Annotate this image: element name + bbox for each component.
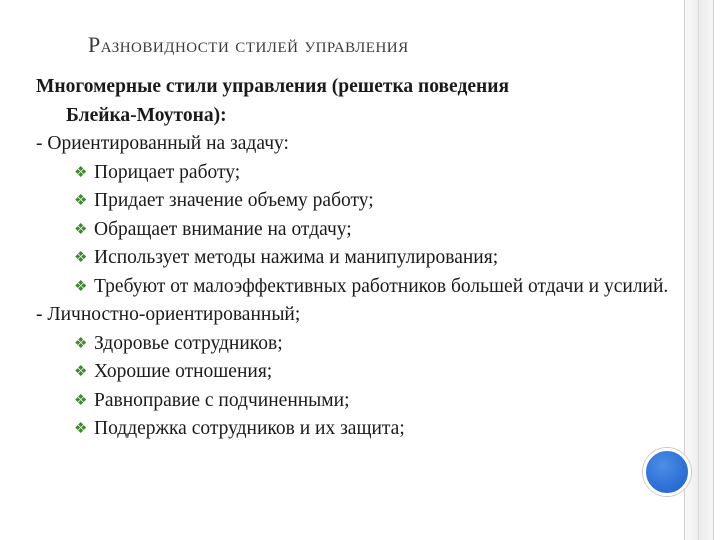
list-item bbox=[36, 216, 669, 245]
list-item-text: Порицает работу; bbox=[94, 161, 241, 183]
list-item-text: Обращает внимание на отдачу; bbox=[94, 218, 352, 240]
group-heading-task: - Ориентированный на задачу: bbox=[36, 133, 289, 154]
list-item-text: Здоровье сотрудников; bbox=[94, 332, 283, 354]
diamond-bullet-icon: ❖ bbox=[74, 392, 88, 409]
list-item-text: Использует методы нажима и манипулирования; bbox=[94, 247, 499, 268]
list-item bbox=[36, 387, 669, 416]
list-item-text: Равноправие с подчиненными; bbox=[94, 389, 350, 411]
diamond-bullet-icon: ❖ bbox=[74, 421, 88, 437]
decorative-blue-circle bbox=[643, 448, 691, 496]
list-item-text: Поддержка сотрудников и их защита; bbox=[94, 418, 405, 439]
list-item bbox=[36, 273, 669, 302]
list-item-text: Придает значение объему работу; bbox=[94, 190, 374, 211]
list-item bbox=[36, 415, 669, 444]
diamond-bullet-icon: ❖ bbox=[74, 364, 88, 380]
lead-line-2: Блейка-Моутона): bbox=[66, 104, 227, 126]
slide-content bbox=[36, 73, 669, 444]
list-item bbox=[36, 159, 669, 188]
list-item bbox=[36, 358, 669, 387]
diamond-bullet-icon: ❖ bbox=[74, 335, 88, 352]
diamond-bullet-icon: ❖ bbox=[74, 278, 88, 295]
slide-title: Разновидности стилей управления bbox=[88, 32, 409, 57]
list-item bbox=[36, 244, 669, 273]
decorative-side-band bbox=[684, 0, 714, 540]
list-item-text: Требуют от малоэффективных работников большей отдачи и усилий. bbox=[94, 275, 669, 297]
band-divider bbox=[698, 0, 699, 540]
list-item bbox=[36, 187, 669, 216]
list-item bbox=[36, 330, 669, 359]
lead-line-1: Многомерные стили управления (решетка поведения bbox=[36, 76, 509, 97]
diamond-bullet-icon: ❖ bbox=[74, 221, 88, 238]
group-heading-person: - Личностно-ориентированный; bbox=[36, 304, 301, 325]
band-divider bbox=[713, 0, 714, 540]
diamond-bullet-icon: ❖ bbox=[74, 193, 88, 209]
lead-paragraph bbox=[36, 73, 669, 130]
list-item-text: Хорошие отношения; bbox=[94, 361, 273, 382]
diamond-bullet-icon: ❖ bbox=[74, 250, 88, 266]
diamond-bullet-icon: ❖ bbox=[74, 164, 88, 181]
